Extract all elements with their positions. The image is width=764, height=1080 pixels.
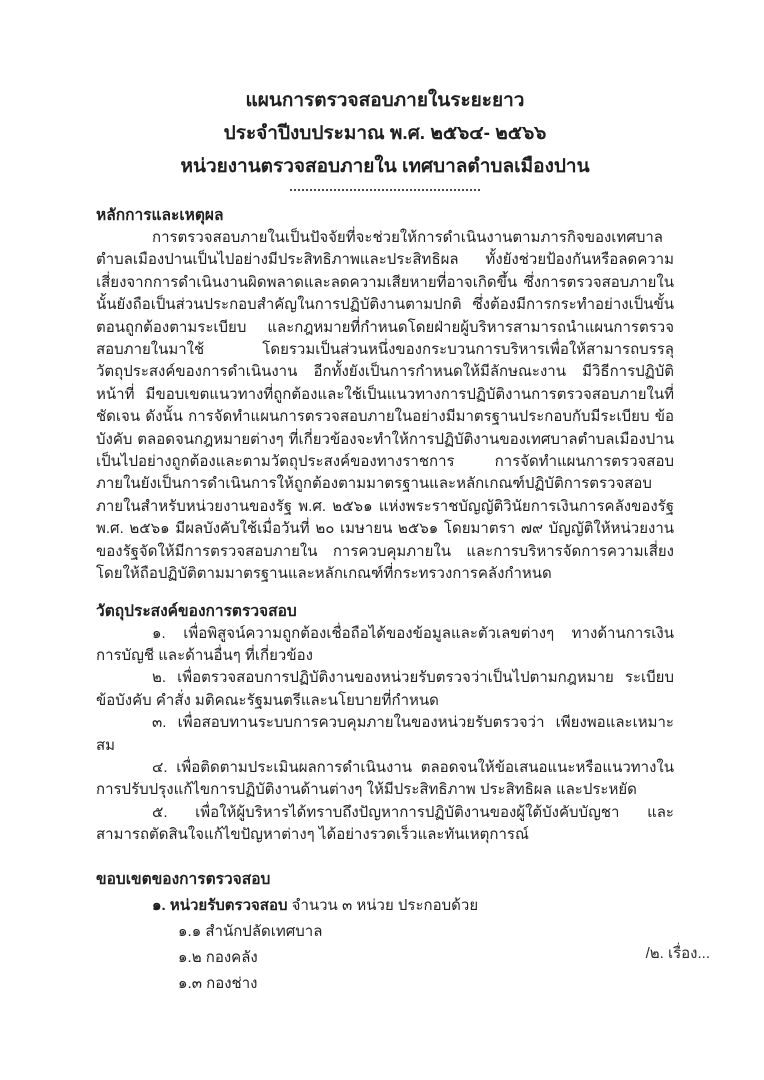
objectives-heading: วัตถุประสงค์ของการตรวจสอบ [96, 602, 297, 620]
objective-item-2: ๒. เพื่อตรวจสอบการปฏิบัติงานของหน่วยรับตรวจว่าเป็นไปตามกฎหมาย ระเบียบ ข้อบังคับ คำสั่ง มติคณะรัฐมนตรีและนโยบายที่กำหนด [96, 669, 674, 709]
title-line-plan: แผนการตรวจสอบภายในระยะยาว [245, 90, 525, 111]
scope-sub-item-2: ๑.๒ กองคลัง [178, 948, 258, 966]
scope-item-1 [96, 893, 674, 919]
scope-item-1-title: ๑. หน่วยรับตรวจสอบ [152, 896, 288, 914]
section-objectives [96, 601, 674, 847]
principle-paragraph: การตรวจสอบภายในเป็นปัจจัยที่จะช่วยให้การดำเนินงานตามภารกิจของเทศบาลตำบลเมืองปานเป็นไปอย่างมีประสิทธิภาพและประสิทธิผล ทั้งยังช่วยป้องกันหรือลดความเสี่ยงจากการดำเนินงานผิดพลาดและลดความเสียหายที่อาจเกิดขึ้น ซึ่งการตรวจสอบภายในนั้นยังถือเป็นส่วนประกอบสำคัญในการปฏิบัติงานตามปกติ ซึ่งต้องมีการกระทำอย่างเป็นขั้นตอนถูกต้องตามระเบียบ และกฎหมายที่กำหนดโดยฝ่ายผู้บริหารสามารถนำแผนการตรวจสอบภายในมาใช้ โดยรวมเป็นส่วนหนึ่งของกระบวนการบริหารเพื่อให้สามารถบรรลุวัตถุประสงค์ของการดำเนินงาน อีกทั้งยังเป็นการกำหนดให้มีลักษณะงาน มีวิธีการปฏิบัติหน้าที่ มีขอบเขตแนวทางที่ถูกต้องและใช้เป็นแนวทางการปฏิบัติงานการตรวจสอบภายในที่ชัดเจน ดังนั้น การจัดทำแผนการตรวจสอบภายในอย่างมีมาตรฐานประกอบกับมีระเบียบ ข้อบังคับ ตลอดจนกฎหมายต่างๆ ที่เกี่ยวข้องจะทำให้การปฏิบัติงานของเทศบาลตำบลเมืองปาน เป็นไปอย่างถูกต้องและตามวัตถุประสงค์ของทางราชการ การจัดทำแผนการตรวจสอบภายในยังเป็นการดำเนินการให้ถูกต้องตามมาตรฐานและหลักเกณฑ์ปฏิบัติการตรวจสอบภายในสำหรับหน่วยงานของรัฐ พ.ศ. ๒๕๖๑ แห่งพระราชบัญญัติวินัยการเงินการคลังของรัฐ พ.ศ. ๒๕๖๑ มีผลบังคับใช้เมื่อวันที่ ๒๐ เมษายน ๒๕๖๑ โดยมาตรา ๗๙ บัญญัติให้หน่วยงานของรัฐจัดให้มีการตรวจสอบภายใน การควบคุมภายใน และการบริหารจัดการความเสี่ยง โดยให้ถือปฏิบัติตามมาตรฐานและหลักเกณฑ์ที่กระทรวงการคลังกำหนด [96, 229, 674, 583]
title-line-agency: หน่วยงานตรวจสอบภายใน เทศบาลตำบลเมืองปาน [180, 156, 590, 177]
document-title-block [96, 84, 674, 183]
scope-heading: ขอบเขตของการตรวจสอบ [96, 870, 271, 888]
section-principle [96, 205, 674, 586]
page-continuation-note: /๒. เรื่อง... [645, 945, 710, 962]
objective-item-1: ๑. เพื่อพิสูจน์ความถูกต้องเชื่อถือได้ของข้อมูลและตัวเลขต่างๆ ทางด้านการเงิน การบัญชี และด้านอื่นๆ ที่เกี่ยวข้อง [96, 624, 674, 664]
objective-item-3: ๓. เพื่อสอบทานระบบการควบคุมภายในของหน่วยรับตรวจว่า เพียงพอและเหมาะสม [96, 714, 674, 754]
scope-sub-item-1: ๑.๑ สำนักปลัดเทศบาล [178, 922, 323, 940]
principle-heading: หลักการและเหตุผล [96, 207, 224, 224]
dotted-divider [290, 189, 480, 191]
scope-sub-item-3: ๑.๓ กองช่าง [178, 974, 258, 992]
objective-item-5: ๕. เพื่อให้ผู้บริหารได้ทราบถึงปัญหาการปฏิบัติงานของผู้ใต้บังคับบัญชา และสามารถตัดสินใจแก้ไขปัญหาต่างๆ ได้อย่างรวดเร็วและทันเหตุการณ์ [96, 803, 674, 844]
scope-item-1-detail: จำนวน ๓ หน่วย ประกอบด้วย [291, 896, 479, 914]
objective-item-4: ๔. เพื่อติดตามประเมินผลการดำเนินงาน ตลอดจนให้ข้อเสนอแนะหรือแนวทางในการปรับปรุงแก้ไขการปฏิบัติงานด้านต่างๆ ให้มีประสิทธิภาพ ประสิทธิผล และประหยัด [96, 758, 674, 799]
section-scope [96, 869, 674, 997]
document-content [96, 0, 674, 997]
title-line-fiscal-years: ประจำปีงบประมาณ พ.ศ. ๒๕๖๔- ๒๕๖๖ [223, 123, 547, 144]
